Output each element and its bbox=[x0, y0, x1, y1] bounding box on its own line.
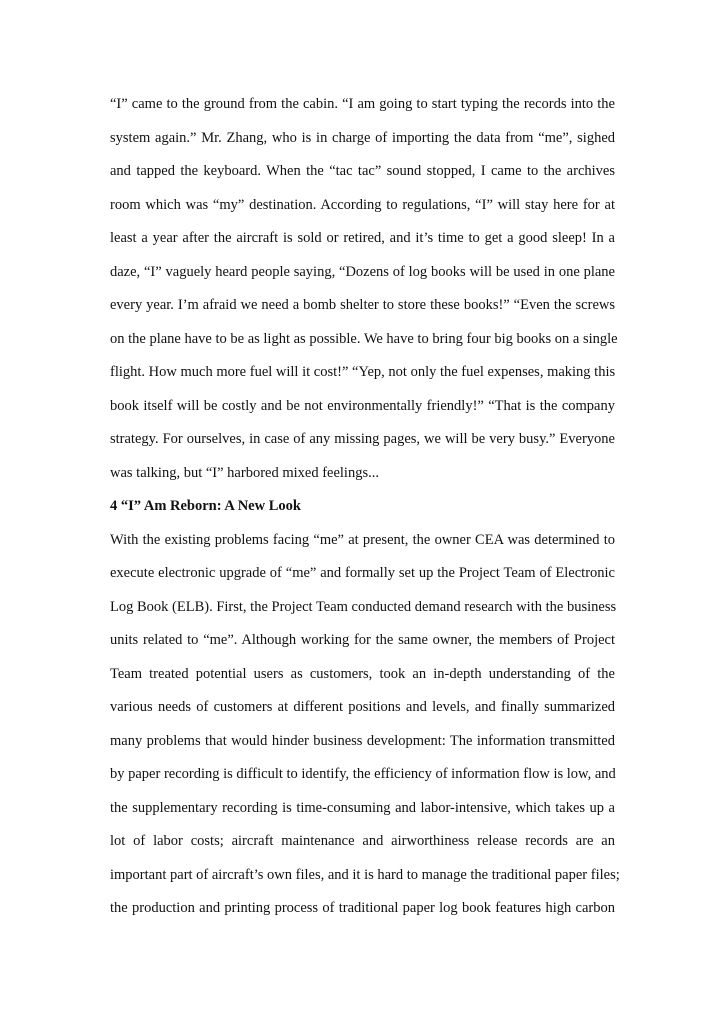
text-line: “I” came to the ground from the cabin. “I am going to start typing the records into the bbox=[110, 96, 615, 112]
paragraph-2 bbox=[110, 524, 620, 926]
text-line: room which was “my” destination. According to regulations, “I” will stay here for at bbox=[110, 196, 615, 213]
text-line: lot of labor costs; aircraft maintenance and airworthiness release records are an bbox=[110, 833, 615, 849]
text-line: was talking, but “I” harbored mixed feelings... bbox=[110, 464, 379, 481]
text-line: execute electronic upgrade of “me” and formally set up the Project Team of Electronic bbox=[110, 565, 615, 581]
text-line: the production and printing process of traditional paper log book features high carbon bbox=[110, 900, 615, 916]
document-page bbox=[110, 88, 620, 926]
text-line: least a year after the aircraft is sold or retired, and it’s time to get a good sleep! In a bbox=[110, 230, 615, 246]
text-line: system again.” Mr. Zhang, who is in charge of importing the data from “me”, sighed bbox=[110, 129, 615, 146]
text-line: strategy. For ourselves, in case of any missing pages, we will be very busy.” Everyone bbox=[110, 431, 615, 447]
paragraph-1 bbox=[110, 88, 618, 490]
text-line: Team treated potential users as customers, took an in-depth understanding of the bbox=[110, 665, 615, 682]
text-line: units related to “me”. Although working for the same owner, the members of Project bbox=[110, 632, 615, 648]
text-line: the supplementary recording is time-consuming and labor-intensive, which takes up a bbox=[110, 799, 615, 816]
text-line: flight. How much more fuel will it cost!” “Yep, not only the fuel expenses, making this bbox=[110, 364, 616, 380]
text-line: With the existing problems facing “me” at present, the owner CEA was determined to bbox=[110, 531, 615, 548]
section-heading: 4 “I” Am Reborn: A New Look bbox=[110, 498, 301, 514]
text-line: daze, “I” vaguely heard people saying, “Dozens of log books will be used in one plane bbox=[110, 263, 615, 280]
text-line: and tapped the keyboard. When the “tac tac” sound stopped, I came to the archives bbox=[110, 163, 615, 179]
text-line: important part of aircraft’s own files, and it is hard to manage the traditional paper files; bbox=[110, 866, 620, 883]
text-line: book itself will be costly and be not environmentally friendly!” “That is the company bbox=[110, 397, 615, 414]
text-line: Log Book (ELB). First, the Project Team conducted demand research with the business bbox=[110, 598, 617, 615]
text-line: many problems that would hinder business development: The information transmitted bbox=[110, 732, 615, 749]
text-line: on the plane have to be as light as possible. We have to bring four big books on a single bbox=[110, 330, 618, 347]
text-line: various needs of customers at different positions and levels, and finally summarized bbox=[110, 699, 615, 715]
text-line: every year. I’m afraid we need a bomb shelter to store these books!” “Even the screws bbox=[110, 297, 615, 313]
text-line: by paper recording is difficult to identify, the efficiency of information flow is low, and bbox=[110, 766, 616, 782]
